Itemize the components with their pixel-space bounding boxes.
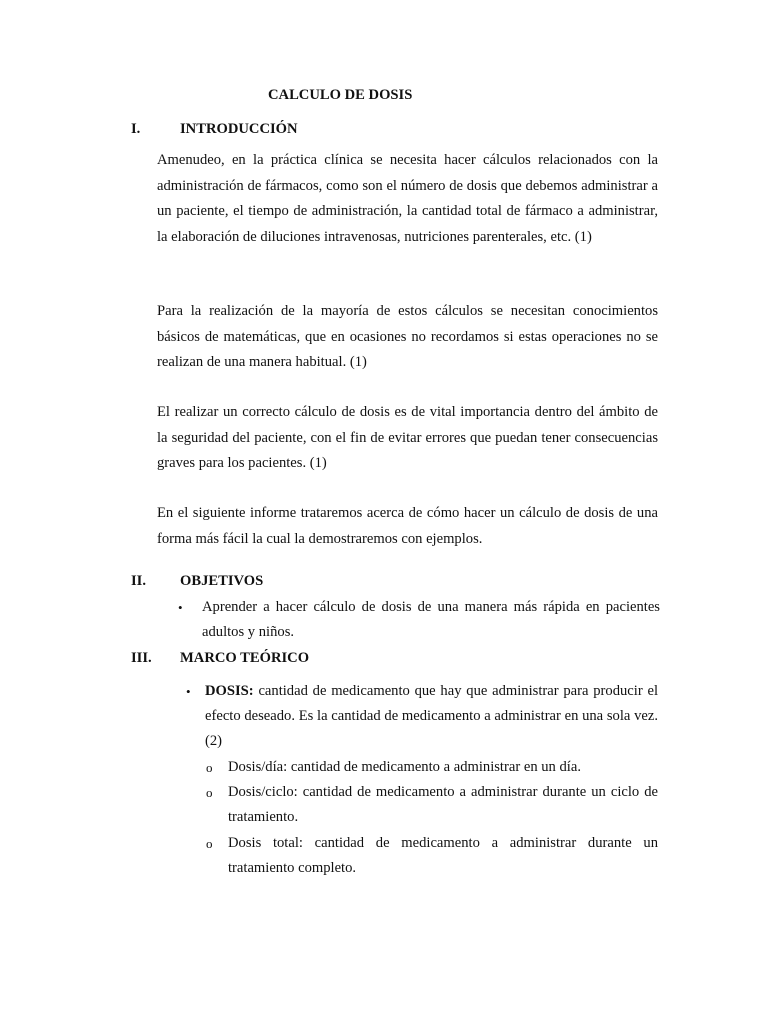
intro-paragraph-2: Para la realización de la mayoría de estos cálculos se necesitan conocimientos básicos de matemáticas, que en ocasiones no recordamos si estas operaciones no se realizan de una manera habitual. (1) xyxy=(157,303,658,371)
section-number: II. xyxy=(131,573,147,589)
subitem-text: Dosis/día: cantidad de medicamento a administrar en un día. xyxy=(228,759,581,775)
section-heading-marco-teorico xyxy=(0,648,768,668)
subbullet-icon: o xyxy=(206,760,213,775)
intro-paragraph-4: En el siguiente informe trataremos acerca de cómo hacer un cálculo de dosis de una forma más fácil la cual la demostraremos con ejemplos. xyxy=(157,505,658,547)
document-title: CALCULO DE DOSIS xyxy=(268,87,413,103)
section-heading-objetivos xyxy=(0,571,768,591)
objective-text: Aprender a hacer cálculo de dosis de una manera más rápida en pacientes adultos y niños. xyxy=(202,599,660,640)
intro-paragraph-3: El realizar un correcto cálculo de dosis es de vital importancia dentro del ámbito de la seguridad del paciente, con el fin de evitar errores que puedan tener consecuencias graves para los pacientes. (1) xyxy=(157,404,658,472)
section-heading-introduccion xyxy=(0,119,768,139)
intro-paragraph-1: Amenudeo, en la práctica clínica se necesita hacer cálculos relacionados con la administración de fármacos, como son el número de dosis que debemos administrar a un paciente, el tiempo de administración, la cantidad total de fármaco a administrar, la elaboración de diluciones intravenosas, nutriciones parenterales, etc. (1) xyxy=(157,152,658,245)
section-number: I. xyxy=(131,121,141,137)
section-title: INTRODUCCIÓN xyxy=(180,121,298,137)
definition-body: cantidad de medicamento que hay que administrar para producir el efecto deseado. Es la cantidad de medicamento a administrar en una sola vez. (2) xyxy=(205,683,658,749)
definition-term: DOSIS: xyxy=(205,683,254,699)
subbullet-icon: o xyxy=(206,785,213,800)
subbullet-icon: o xyxy=(206,836,213,851)
section-title: OBJETIVOS xyxy=(180,573,264,589)
subitem-text: Dosis total: cantidad de medicamento a administrar durante un tratamiento completo. xyxy=(228,835,658,876)
section-number: III. xyxy=(131,650,152,666)
bullet-icon: • xyxy=(186,684,191,699)
subitem-text: Dosis/ciclo: cantidad de medicamento a administrar durante un ciclo de tratamiento. xyxy=(228,784,658,825)
bullet-icon: • xyxy=(178,600,183,615)
definition-text xyxy=(205,679,658,754)
section-title: MARCO TEÓRICO xyxy=(180,650,310,666)
